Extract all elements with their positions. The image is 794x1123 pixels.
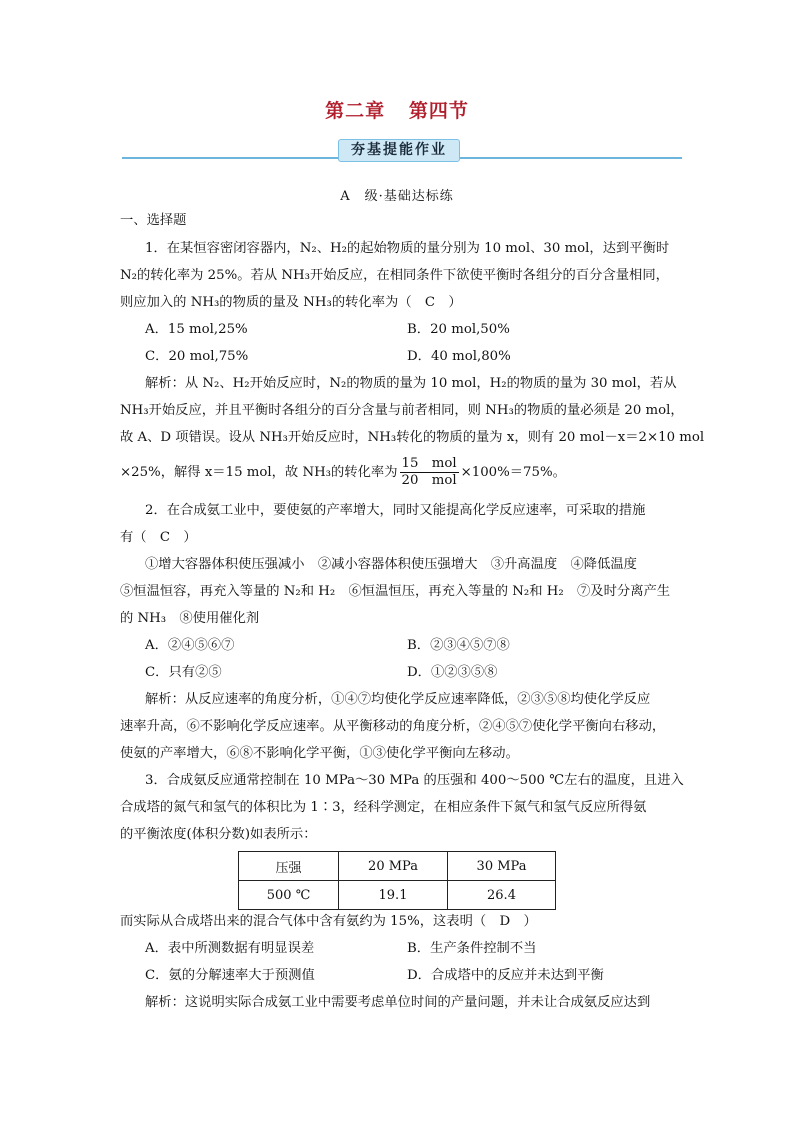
q1-explanation-line1: 解析：从 N₂、H₂开始反应时，N₂的物质的量为 10 mol，H₂的物质的量为 30 mol，若从 xyxy=(145,376,677,391)
chapter-title: 第二章 xyxy=(325,100,386,122)
q3-option-b: B．生产条件控制不当 xyxy=(407,941,537,956)
q3-option-c: C．氨的分解速率大于预测值 xyxy=(145,968,315,983)
q2-stem-line1: 2．在合成氨工业中，要使氨的产率增大，同时又能提高化学反应速率，可采取的措施 xyxy=(145,503,646,518)
table-header-cell: 30 MPa xyxy=(448,852,556,881)
table-header-cell: 20 MPa xyxy=(339,852,448,881)
q1-stem-line1: 1．在某恒容密闭容器内，N₂、H₂的起始物质的量分别为 10 mol、30 mol，达到平衡时 xyxy=(145,241,670,256)
fraction-numerator: 15 mol xyxy=(401,456,457,471)
q3-explanation-line1: 解析：这说明实际合成氨工业中需要考虑单位时间的产量问题，并未让合成氨反应达到 xyxy=(145,995,651,1010)
q3-stem-line4: 而实际从合成塔出来的混合气体中含有氨约为 15%，这表明（ D ） xyxy=(120,914,537,929)
q1-explanation-line4 xyxy=(120,456,566,489)
level-title: A 级·基础达标练 xyxy=(340,189,454,204)
q2-option-d: D．①②③⑤⑧ xyxy=(407,665,498,680)
table-header-cell: 压强 xyxy=(239,852,339,881)
q1-stem-line3: 则应加入的 NH₃的物质的量及 NH₃的转化率为（ C ） xyxy=(120,295,462,310)
q2-stem-line2: 有（ C ） xyxy=(120,530,197,545)
q2-items-line3: 的 NH₃ ⑧使用催化剂 xyxy=(120,611,260,626)
q3-stem-line1: 3．合成氨反应通常控制在 10 MPa～30 MPa 的压强和 400～500 ℃左右的温度，且进入 xyxy=(145,773,684,788)
homework-banner: 夯基提能作业 xyxy=(338,139,460,162)
q3-option-d: D．合成塔中的反应并未达到平衡 xyxy=(407,968,604,983)
q1-exp4-pre: ×25%，解得 x＝15 mol，故 NH₃的转化率为 xyxy=(120,465,398,480)
ammonia-data-table xyxy=(238,851,556,910)
q2-option-a: A．②④⑤⑥⑦ xyxy=(145,638,235,653)
q2-items-line1: ①增大容器体积使压强减小 ②减小容器体积使压强增大 ③升高温度 ④降低温度 xyxy=(145,557,637,572)
q2-option-b: B．②③④⑤⑦⑧ xyxy=(407,638,510,653)
table-header-row xyxy=(239,852,556,881)
section-title: 第四节 xyxy=(408,100,469,122)
q3-option-a: A．表中所测数据有明显误差 xyxy=(145,941,315,956)
q1-option-c: C．20 mol,75% xyxy=(145,349,249,364)
q1-explanation-line2: NH₃开始反应，并且平衡时各组分的百分含量与前者相同，则 NH₃的物质的量必须是 20 mol， xyxy=(120,403,684,418)
fraction-denominator: 20 mol xyxy=(401,473,457,488)
q3-stem-line3: 的平衡浓度(体积分数)如表所示： xyxy=(120,827,317,842)
table-row xyxy=(239,881,556,910)
q2-explanation-line1: 解析：从反应速率的角度分析，①④⑦均使化学反应速率降低，②③⑤⑧均使化学反应 xyxy=(145,692,651,707)
q2-items-line2: ⑤恒温恒容，再充入等量的 N₂和 H₂ ⑥恒温恒压，再充入等量的 N₂和 H₂ ⑦及时分离产生 xyxy=(120,584,671,599)
q1-option-d: D．40 mol,80% xyxy=(407,349,511,364)
chapter-heading xyxy=(0,96,794,123)
q2-explanation-line3: 使氨的产率增大，⑥⑧不影响化学平衡，①③使化学平衡向左移动。 xyxy=(120,746,519,761)
q1-option-b: B．20 mol,50% xyxy=(407,322,510,337)
q1-explanation-line3: 故 A、D 项错误。设从 NH₃开始反应时，NH₃转化的物质的量为 x，则有 20 mol－x＝2×10 mol xyxy=(120,430,705,445)
q1-exp4-post: ×100%＝75%。 xyxy=(460,465,566,480)
q1-stem-line2: N₂的转化率为 25%。若从 NH₃开始反应，在相同条件下欲使平衡时各组分的百分含量相同， xyxy=(120,268,669,283)
table-cell: 19.1 xyxy=(339,881,448,910)
q3-stem-line2: 合成塔的氮气和氢气的体积比为 1∶3，经科学测定，在相应条件下氮气和氢气反应所得氨 xyxy=(120,800,647,815)
table-cell: 500 ℃ xyxy=(239,881,339,910)
q1-option-a: A．15 mol,25% xyxy=(145,322,248,337)
table-cell: 26.4 xyxy=(448,881,556,910)
section-title-choice: 一、选择题 xyxy=(120,213,187,228)
conversion-fraction xyxy=(400,456,459,489)
q2-option-c: C．只有②⑤ xyxy=(145,665,222,680)
q2-explanation-line2: 速率升高，⑥不影响化学反应速率。从平衡移动的角度分析，②④⑤⑦使化学平衡向右移动， xyxy=(120,719,666,734)
